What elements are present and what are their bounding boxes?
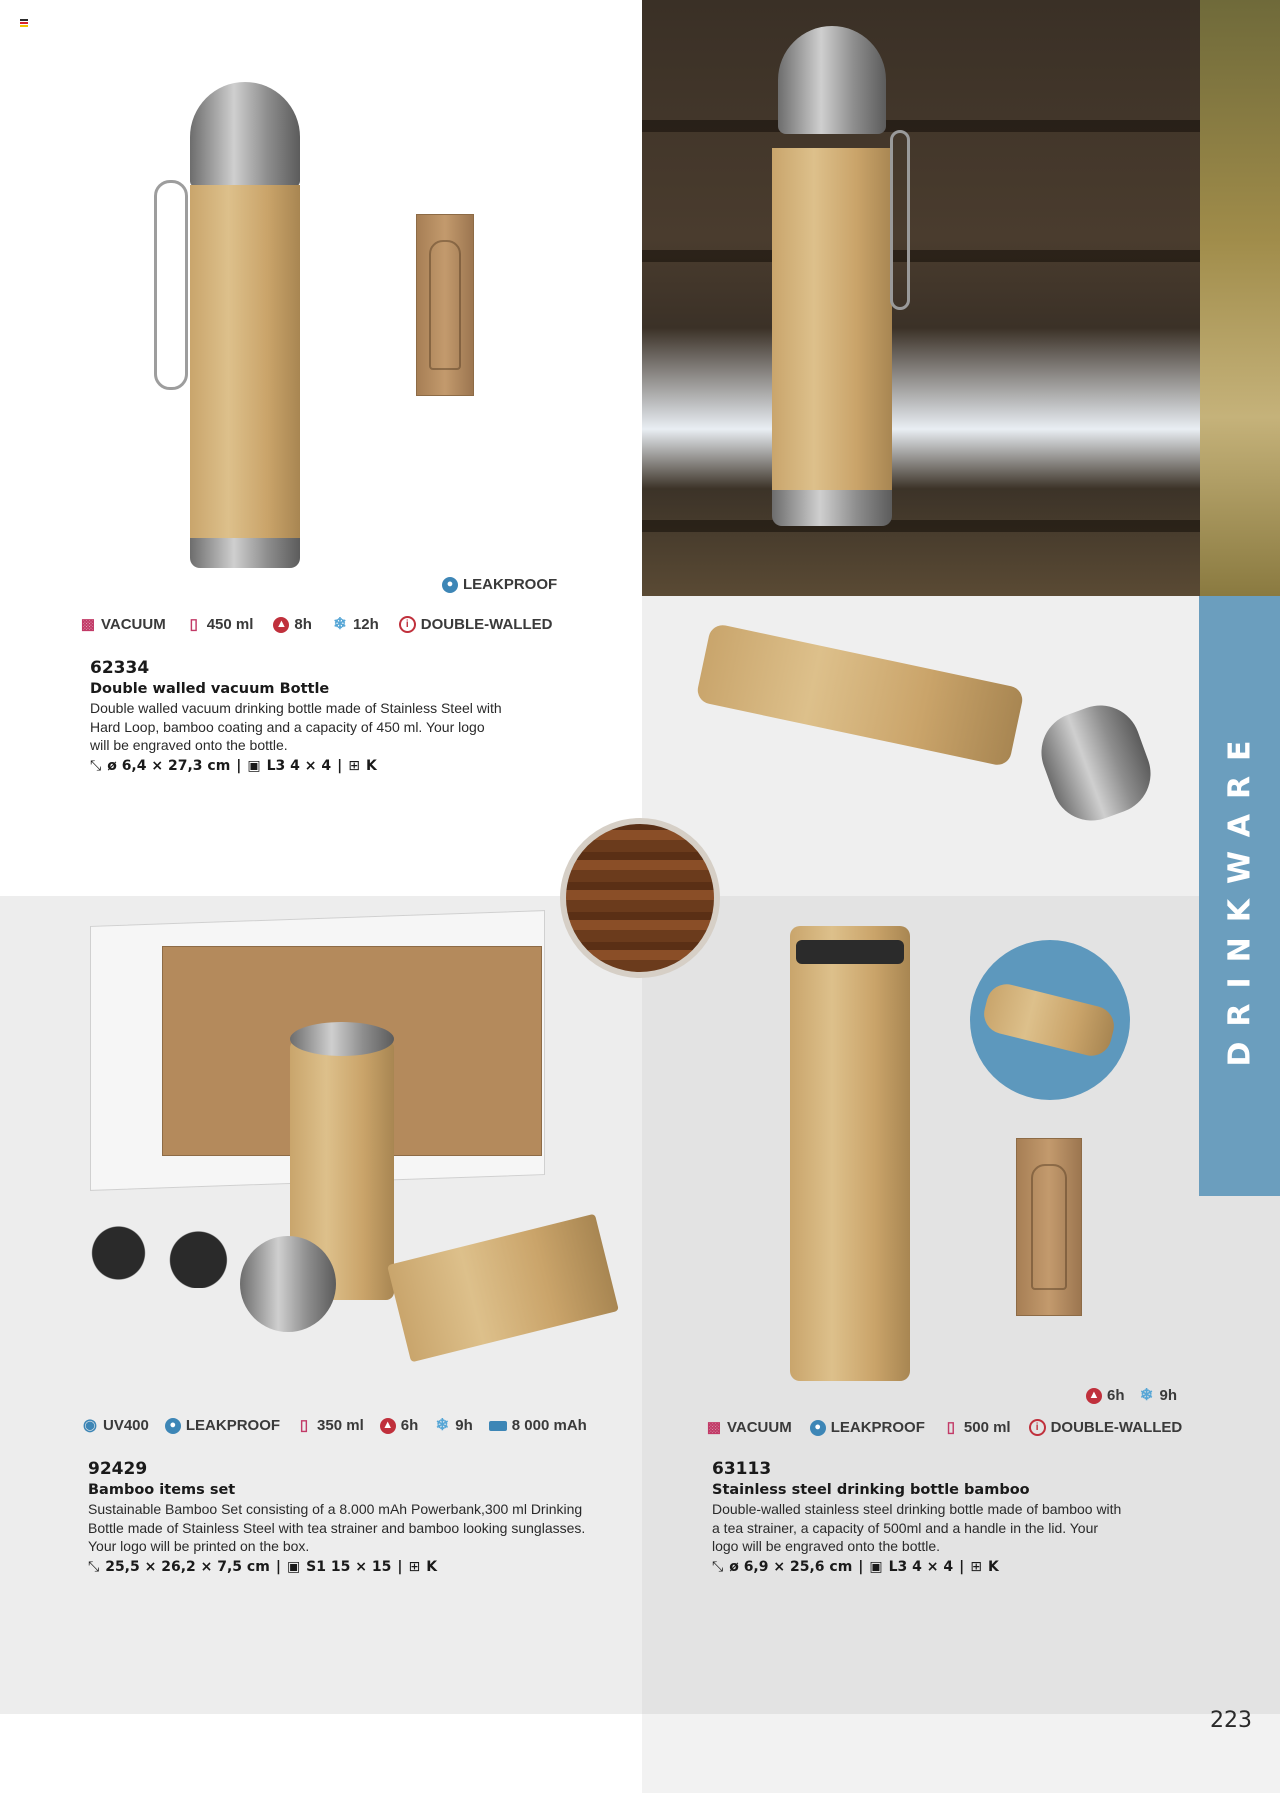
category-tab: [1199, 596, 1280, 1196]
spec-cold: [1139, 1387, 1178, 1404]
spec-cold: [434, 1417, 473, 1434]
spec-label: LEAKPROOF: [463, 576, 558, 593]
spec-label: 8 000 mAh: [511, 1417, 587, 1434]
spec-leakproof: [810, 1419, 925, 1436]
spec-label: 500 ml: [963, 1419, 1011, 1436]
spec-double-walled: [1029, 1419, 1183, 1436]
spec-label: 6h: [1107, 1387, 1125, 1404]
description-line: Double walled vacuum drinking bottle made of Stainless Steel with: [90, 700, 502, 716]
packaging-value: K: [426, 1558, 438, 1575]
product-name: Stainless steel drinking bottle bamboo: [712, 1482, 1030, 1498]
sunglasses-image: [76, 1218, 246, 1288]
footer-left: [0, 1714, 642, 1793]
description-line: Double-walled stainless steel drinking bottle made of bamboo with: [712, 1501, 1122, 1517]
spec-label: LEAKPROOF: [830, 1419, 925, 1436]
page-number: 223: [1210, 1708, 1252, 1733]
packaging-icon: ⊞: [348, 757, 360, 774]
wood-texture-image: [560, 818, 720, 978]
spec-battery: [489, 1417, 587, 1434]
dimensions-value: ø 6,9 × 25,6 cm: [729, 1558, 853, 1575]
spec-label: 12h: [352, 616, 379, 633]
description-line: logo will be engraved onto the bottle.: [712, 1538, 941, 1554]
lifestyle-photo: [642, 0, 1280, 596]
spec-label: DOUBLE-WALLED: [420, 616, 553, 633]
footer-right: [642, 1714, 1280, 1793]
tall-bottle-image: [790, 926, 910, 1381]
description-line: a tea strainer, a capacity of 500ml and a handle in the lid. Your: [712, 1519, 1099, 1536]
category-tab-label: DRINKWARE: [1222, 725, 1257, 1067]
description-line: Bottle made of Stainless Steel with tea strainer and bamboo looking sunglasses.: [88, 1519, 586, 1536]
packaging-value: K: [988, 1558, 999, 1575]
panel-bottom-right: [642, 896, 1280, 1714]
product-dimensions: [88, 1559, 648, 1575]
print-area-icon: ▣: [247, 757, 261, 774]
product-description: [90, 699, 610, 755]
corner-mark-icon: [20, 19, 28, 27]
product-dimensions: [712, 1559, 1192, 1575]
spec-label: 6h: [400, 1417, 419, 1434]
spec-label: VACUUM: [101, 616, 166, 633]
gift-box-image: [416, 214, 474, 396]
leakproof-icon: ●: [165, 1418, 181, 1434]
description-line: Your logo will be printed on the box.: [88, 1538, 310, 1554]
spec-label: 8h: [294, 616, 312, 633]
dimensions-value: ø 6,4 × 27,3 cm: [107, 757, 231, 774]
tall-bottle-lid-band-image: [796, 940, 904, 964]
leakproof-icon: ●: [810, 1420, 826, 1436]
separator: |: [959, 1558, 965, 1575]
description-line: Hard Loop, bamboo coating and a capacity of 450 ml. Your logo: [90, 718, 485, 735]
size-icon: ⤡: [90, 757, 102, 774]
spec-label: 9h: [455, 1417, 473, 1434]
cold-icon: ❄: [1139, 1386, 1154, 1404]
spec-double-walled: [399, 616, 553, 633]
product-3-specs-top: [1086, 1387, 1177, 1404]
hot-icon: ▲: [273, 617, 289, 633]
spec-label: DOUBLE-WALLED: [1050, 1419, 1183, 1436]
spec-uv400: [82, 1417, 149, 1434]
spec-hot: [380, 1417, 419, 1434]
spec-label: 450 ml: [206, 616, 254, 633]
spec-label: LEAKPROOF: [185, 1417, 281, 1434]
packaging-icon: ⊞: [970, 1558, 982, 1575]
gift-box-2-image: [1016, 1138, 1082, 1316]
description-line: Sustainable Bamboo Set consisting of a 8.000 mAh Powerbank,300 ml Drinking: [88, 1501, 583, 1517]
set-bottle-rim-image: [290, 1022, 394, 1056]
spec-capacity: [296, 1417, 364, 1434]
spec-vacuum: [706, 1419, 792, 1436]
spec-label: VACUUM: [727, 1419, 792, 1436]
product-1-details: [90, 658, 610, 774]
separator: |: [337, 757, 343, 774]
product-2-details: [88, 1459, 648, 1575]
hot-icon: ▲: [1086, 1388, 1102, 1404]
product-3-details: [712, 1459, 1192, 1575]
cold-icon: ❄: [435, 1416, 449, 1434]
spec-label: 350 ml: [317, 1417, 364, 1434]
spec-leakproof: [165, 1417, 280, 1434]
info-icon: i: [399, 616, 416, 633]
spec-hot: [1086, 1387, 1125, 1404]
print-area-value: L3 4 × 4: [888, 1558, 954, 1575]
spec-hot: [273, 616, 312, 633]
uv-icon: ◉: [83, 1416, 97, 1434]
battery-icon: [489, 1421, 507, 1431]
size-icon: ⤡: [88, 1558, 100, 1575]
print-area-icon: ▣: [869, 1558, 883, 1575]
strainer-detail-image: [970, 940, 1130, 1100]
description-line: will be engraved onto the bottle.: [90, 737, 288, 753]
leakproof-icon: ●: [442, 577, 458, 593]
product-3-specs: [706, 1419, 1182, 1436]
print-area-value: S1 15 × 15: [306, 1558, 392, 1575]
spec-leakproof: [442, 576, 557, 593]
separator: |: [858, 1558, 864, 1575]
product-dimensions: [90, 758, 610, 774]
product-2-specs: [82, 1417, 587, 1434]
spec-label: 9h: [1159, 1387, 1178, 1404]
product-description: [712, 1500, 1192, 1556]
spec-vacuum: [80, 616, 166, 633]
hot-icon: ▲: [380, 1418, 396, 1434]
vacuum-icon: ▩: [80, 616, 96, 633]
product-name: Double walled vacuum Bottle: [90, 681, 330, 697]
print-area-value: L3 4 × 4: [266, 757, 332, 774]
lid-image: [240, 1236, 336, 1332]
info-icon: i: [1029, 1419, 1046, 1436]
product-sku: 92429: [88, 1459, 148, 1479]
bottle-loop-image: [154, 180, 188, 390]
spec-capacity: [186, 616, 254, 633]
separator: |: [236, 757, 242, 774]
packaging-value: K: [366, 757, 377, 774]
spec-capacity: [943, 1419, 1011, 1436]
product-sku: 62334: [90, 658, 150, 678]
spec-cold: [332, 616, 379, 633]
capacity-icon: ▯: [299, 1417, 309, 1434]
print-area-icon: ▣: [286, 1558, 301, 1575]
product-1-specs: [80, 616, 552, 633]
product-sku: 63113: [712, 1459, 772, 1479]
bottle-base-image: [190, 538, 300, 568]
product-1-specs-top: [442, 576, 557, 593]
separator: |: [397, 1558, 403, 1575]
capacity-icon: ▯: [946, 1419, 956, 1436]
spec-label: UV400: [103, 1417, 149, 1434]
bottle-cap-image: [190, 82, 300, 187]
size-icon: ⤡: [712, 1558, 724, 1575]
separator: |: [275, 1558, 281, 1575]
product-description: [88, 1500, 648, 1556]
bottle-body-image: [190, 185, 300, 540]
vacuum-icon: ▩: [706, 1419, 722, 1436]
cold-icon: ❄: [333, 615, 347, 633]
product-name: Bamboo items set: [88, 1482, 236, 1498]
capacity-icon: ▯: [189, 616, 198, 633]
packaging-icon: ⊞: [408, 1558, 421, 1575]
dimensions-value: 25,5 × 26,2 × 7,5 cm: [105, 1558, 270, 1575]
